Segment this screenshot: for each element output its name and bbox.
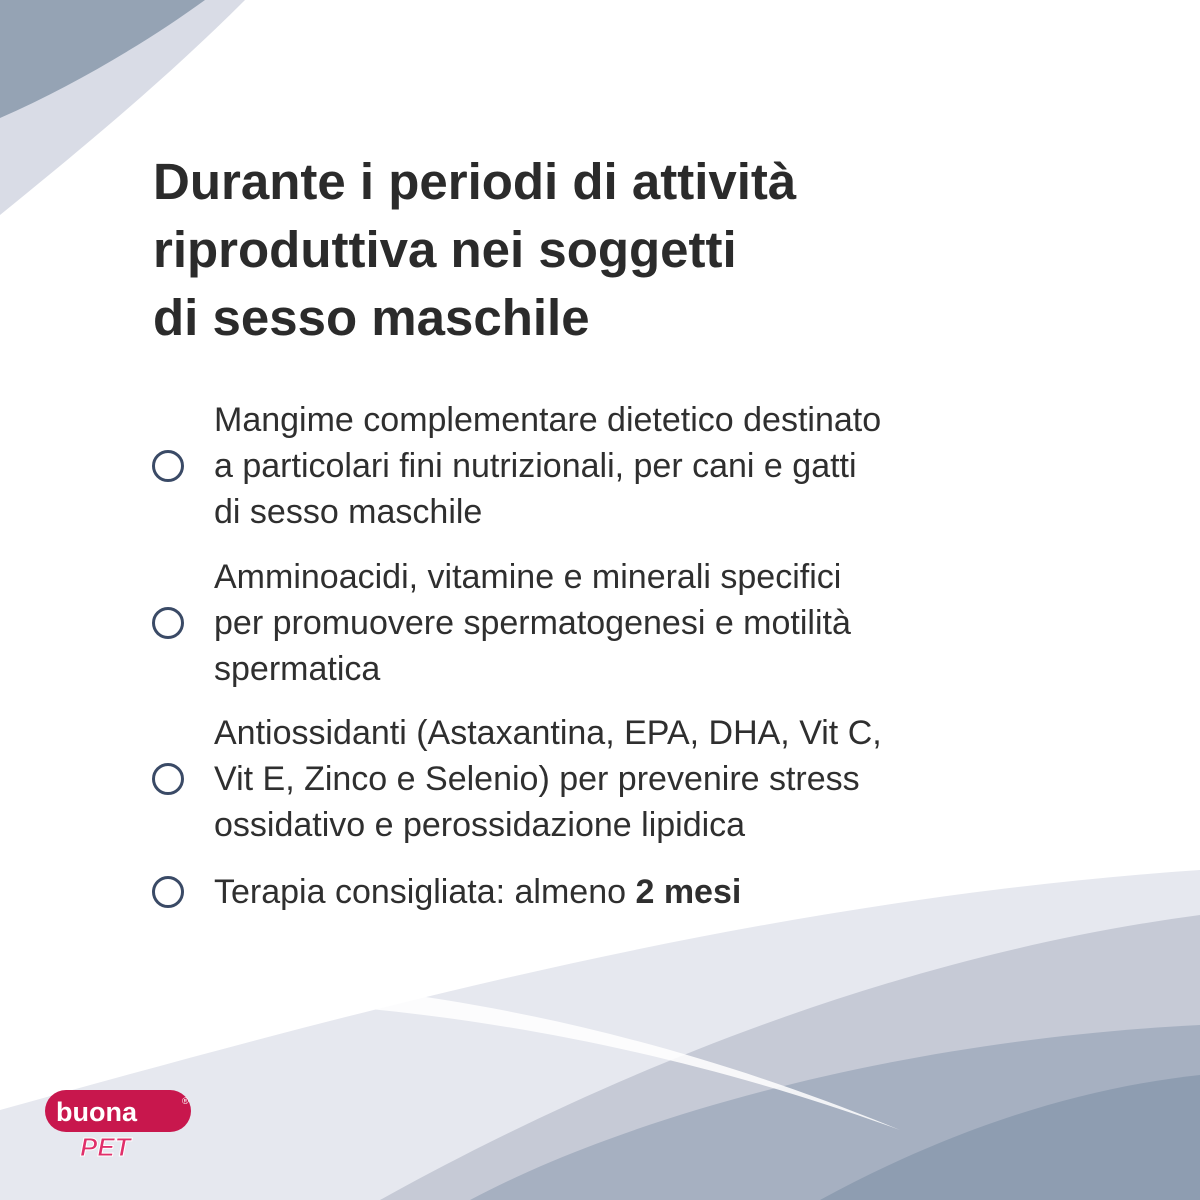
therapy-duration: 2 mesi xyxy=(635,873,742,911)
feature-line: a particolari fini nutrizionali, per cani e gatti xyxy=(214,447,857,485)
page-title xyxy=(153,148,1113,352)
feature-line: Mangime complementare dietetico destinato xyxy=(214,401,882,439)
logo-registered-mark: ® xyxy=(182,1096,189,1106)
title-line: di sesso maschile xyxy=(153,289,590,346)
title-line: riproduttiva nei soggetti xyxy=(153,221,737,278)
buona-pet-logo xyxy=(42,1088,202,1160)
title-line: Durante i periodi di attività xyxy=(153,153,797,210)
therapy-prefix: Terapia consigliata: almeno xyxy=(214,873,636,911)
feature-line: Amminoacidi, vitamine e minerali specifici xyxy=(214,558,842,596)
logo-wordmark: buona xyxy=(56,1097,137,1127)
feature-line: per promuovere spermatogenesi e motilità xyxy=(214,604,851,642)
feature-line: spermatica xyxy=(214,650,381,688)
feature-line: Antiossidanti (Astaxantina, EPA, DHA, Vit C, xyxy=(214,714,882,752)
feature-line: ossidativo e perossidazione lipidica xyxy=(214,806,746,844)
feature-line: Vit E, Zinco e Selenio) per prevenire stress xyxy=(214,760,860,798)
feature-line: di sesso maschile xyxy=(214,493,483,531)
logo-pet-text: PET xyxy=(80,1132,131,1160)
